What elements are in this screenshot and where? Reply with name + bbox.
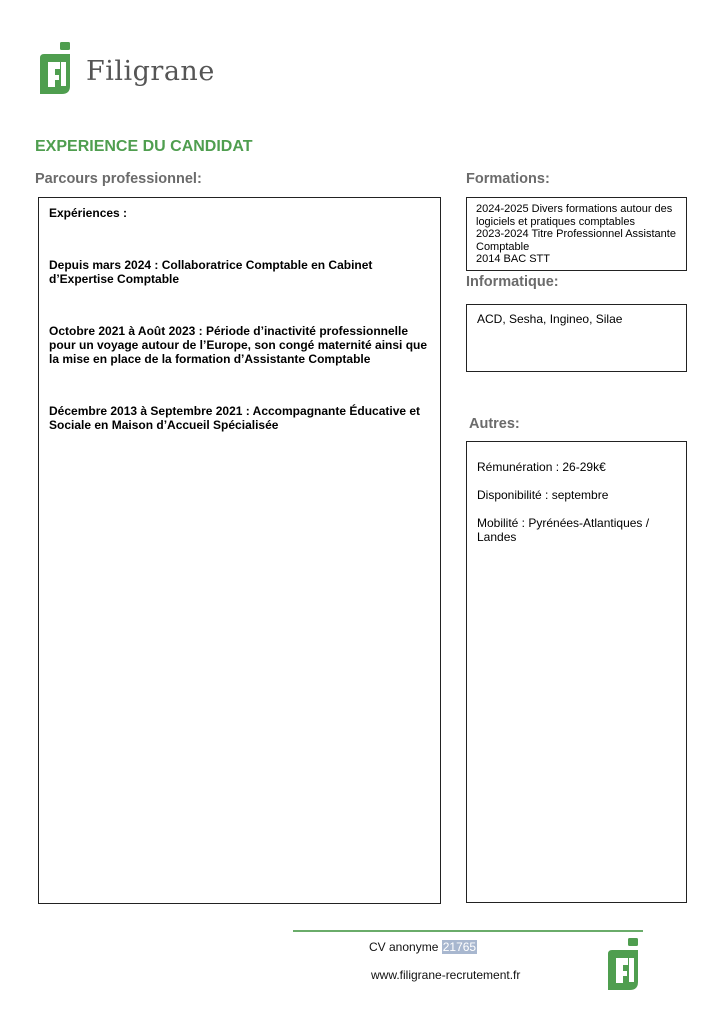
autres-title: Autres: (469, 416, 520, 432)
experience-item: Depuis mars 2024 : Collaboratrice Comptable en Cabinet d’Expertise Comptable (49, 258, 373, 286)
autres-box (466, 441, 687, 903)
autre-line: Mobilité : Pyrénées-Atlantiques / Landes (477, 516, 650, 544)
formations-box (466, 197, 687, 271)
website-link[interactable]: www.filigrane-recrutement.fr (371, 968, 521, 982)
informatique-title: Informatique: (466, 274, 559, 290)
footer-logo-icon (606, 938, 642, 992)
section-title: EXPERIENCE DU CANDIDAT (35, 138, 253, 155)
formation-line: 2024-2025 Divers formations autour des logiciels et pratiques comptables (476, 203, 673, 228)
formation-line: 2023-2024 Titre Professionnel Assistante Comptable (476, 228, 676, 253)
filigrane-logo-icon (38, 42, 74, 96)
experience-item: Décembre 2013 à Septembre 2021 : Accompagnante Éducative et Sociale en Maison d’Accueil Spécialisée (49, 404, 421, 432)
experiences-heading: Expériences : (49, 206, 128, 220)
experience-item: Octobre 2021 à Août 2023 : Période d’inactivité professionnelle pour un voyage autour de l’Europe, son congé maternité ainsi que la mise en place de la formation d’Assistante Comptable (49, 324, 428, 366)
brand-name: Filigrane (86, 56, 215, 87)
autre-line: Rémunération : 26-29k€ (477, 460, 606, 474)
formation-line: 2014 BAC STT (476, 253, 550, 265)
header-logo (38, 42, 218, 98)
formations-title: Formations: (466, 171, 550, 187)
informatique-text: ACD, Sesha, Ingineo, Silae (477, 312, 623, 326)
parcours-box (38, 197, 441, 904)
cv-reference (369, 940, 477, 954)
informatique-box (466, 304, 687, 372)
parcours-title: Parcours professionnel: (35, 171, 202, 187)
cv-number: 21765 (442, 940, 477, 954)
footer-divider (293, 930, 643, 932)
autre-line: Disponibilité : septembre (477, 488, 609, 502)
cv-label: CV anonyme (369, 940, 439, 954)
